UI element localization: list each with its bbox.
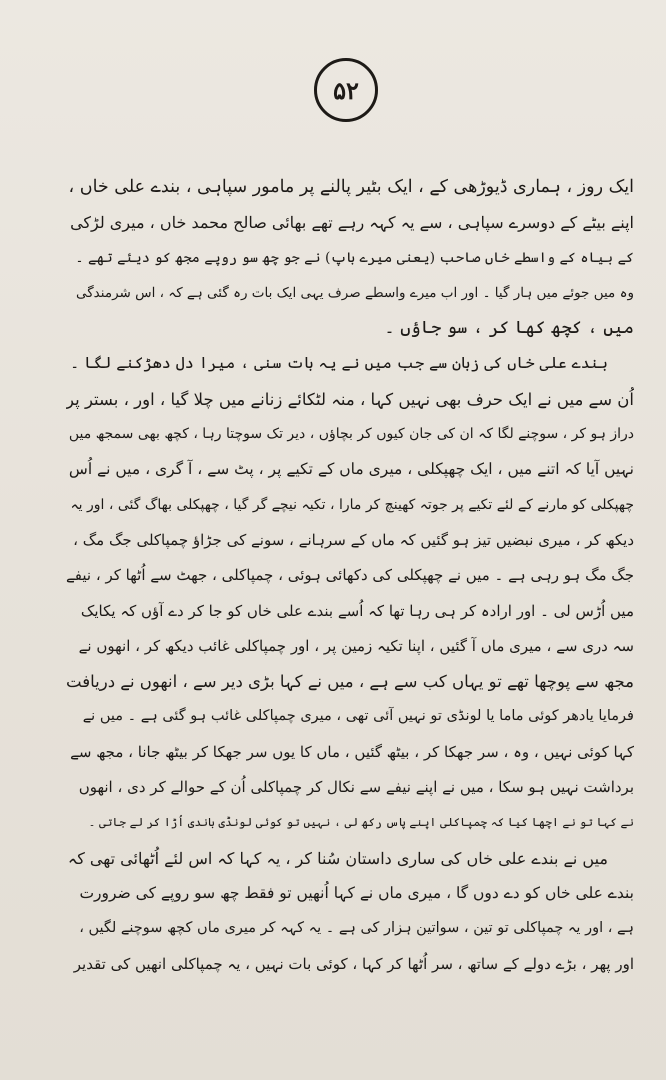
text-line: سہ دری سے ، میری ماں آ گئیں ، اپنا تکیہ زمین پر ، اور چمپاکلی غائب دیکھ کر ، انھوں نے bbox=[78, 636, 634, 655]
page-number: ۵۲ bbox=[333, 75, 359, 105]
text-line: دیکھ کر ، میری نبضیں تیز ہو گئیں کہ ماں کے سرہانے ، سونے کی جڑاؤ چمپاکلی جگ مگ ، bbox=[73, 530, 634, 549]
text-line: فرمایا یادھر کوئی ماما یا لونڈی تو نہیں آئی تھی ، میری چمپاکلی غائب ہو گئی ہے ۔ میں نے bbox=[82, 708, 634, 725]
text-line: میں اُڑس لی ۔ اور ارادہ کر ہی رہا تھا کہ اُسے بندے علی خاں کو جا کر دے آؤں کہ یکایک bbox=[80, 601, 634, 620]
text-line: بندے علی خاں کو دے دوں گا ، میری ماں نے کہا اُنھیں تو فقط چھ سو روپے کی ضرورت bbox=[79, 883, 634, 902]
text-line: وہ میں جوئے میں ہار گیا ۔ اور اب میرے واسطے صرف یہی ایک بات رہ گئی ہے کہ ، اس شرمندگی bbox=[76, 284, 634, 301]
text-line: مجھ سے پوچھا تھے تو یہاں کب سے ہے ، میں نے کہا بڑی دیر سے ، انھوں نے دریافت bbox=[66, 672, 634, 692]
page-number-badge bbox=[314, 58, 378, 122]
text-line: میں ، کچھ کھا کر ، سو جاؤں ۔ bbox=[384, 318, 634, 339]
text-line: کے بیاہ کے واسطے خاں صاحب (یعنی میرے باپ) نے جو چھ سو روپے مجھ کو دیئے تھے ۔ bbox=[75, 249, 634, 266]
text-line: چھپکلی کو مارنے کے لئے تکیے پر جوتہ کھینچ کر مارا ، تکیہ نیچے گر گیا ، چھپکلی بھاگ گئی ، اور یہ bbox=[70, 496, 634, 513]
page-body-text bbox=[66, 170, 634, 982]
text-line: ایک روز ، ہماری ڈیوڑھی کے ، ایک بٹیر پالنے پر مامور سپاہی ، بندے علی خاں ، bbox=[68, 177, 634, 197]
text-line: نہیں آیا کہ اتنے میں ، ایک چھپکلی ، میری ماں کے تکیے پر ، پٹ سے ، آ گری ، میں نے اُس bbox=[68, 460, 634, 479]
text-line: اپنے بیٹے کے دوسرے سپاہی ، سے یہ کہہ رہے تھے بھائی صالح محمد خاں ، میری لڑکی bbox=[70, 213, 634, 233]
text-line: برداشت نہیں ہو سکا ، میں نے اپنے نیفے سے نکال کر چمپاکلی اُن کے حوالے کر دی ، انھوں bbox=[78, 778, 634, 797]
text-line: دراز ہو کر ، سوچنے لگا کہ ان کی جان کیوں کر بچاؤں ، دیر تک سوچتا رہا ، کچھ بھی سمجھ میں bbox=[68, 426, 634, 443]
text-line: بندے علی خاں کی زبان سے جب میں نے یہ بات سنی ، میرا دل دھڑکنے لگا ۔ bbox=[70, 354, 608, 373]
text-line: ہے ، اور یہ چمپاکلی تو تین ، سواتین ہزار کی ہے ۔ یہ کہہ کر میری ماں کچھ سوچنے لگیں ، bbox=[79, 920, 634, 937]
text-line: اُن سے میں نے ایک حرف بھی نہیں کہا ، منہ لٹکائے زنانے میں چلا گیا ، اور ، بستر پر bbox=[66, 389, 634, 409]
text-line: جگ مگ ہو رہی ہے ۔ میں نے چھپکلی کی دکھائی ہوئی ، چمپاکلی ، جھٹ سے اُٹھا کر ، نیفے bbox=[66, 566, 634, 585]
text-line: کہا کوئی نہیں ، وہ ، سر جھکا کر ، بیٹھ گئیں ، ماں کا یوں سر جھکا کر بیٹھ جانا ، مجھ سے bbox=[70, 742, 634, 761]
text-line: نے کہا تو نے اچھا کیا کہ چمپاکلی اپنے پاس رکھ لی ، نہیں تو کوئی لونڈی باندی اُڑا کر لے جاتی ۔ bbox=[88, 815, 634, 830]
text-line: میں نے بندے علی خاں کی ساری داستان سُنا کر ، یہ کہا کہ اس لئے اُٹھائی تھی کہ bbox=[67, 848, 608, 868]
text-line: اور پھر ، بڑے دولے کے ساتھ ، سر اُٹھا کر کہا ، کوئی بات نہیں ، یہ چمپاکلی انھیں کی تقدیر bbox=[73, 954, 634, 973]
